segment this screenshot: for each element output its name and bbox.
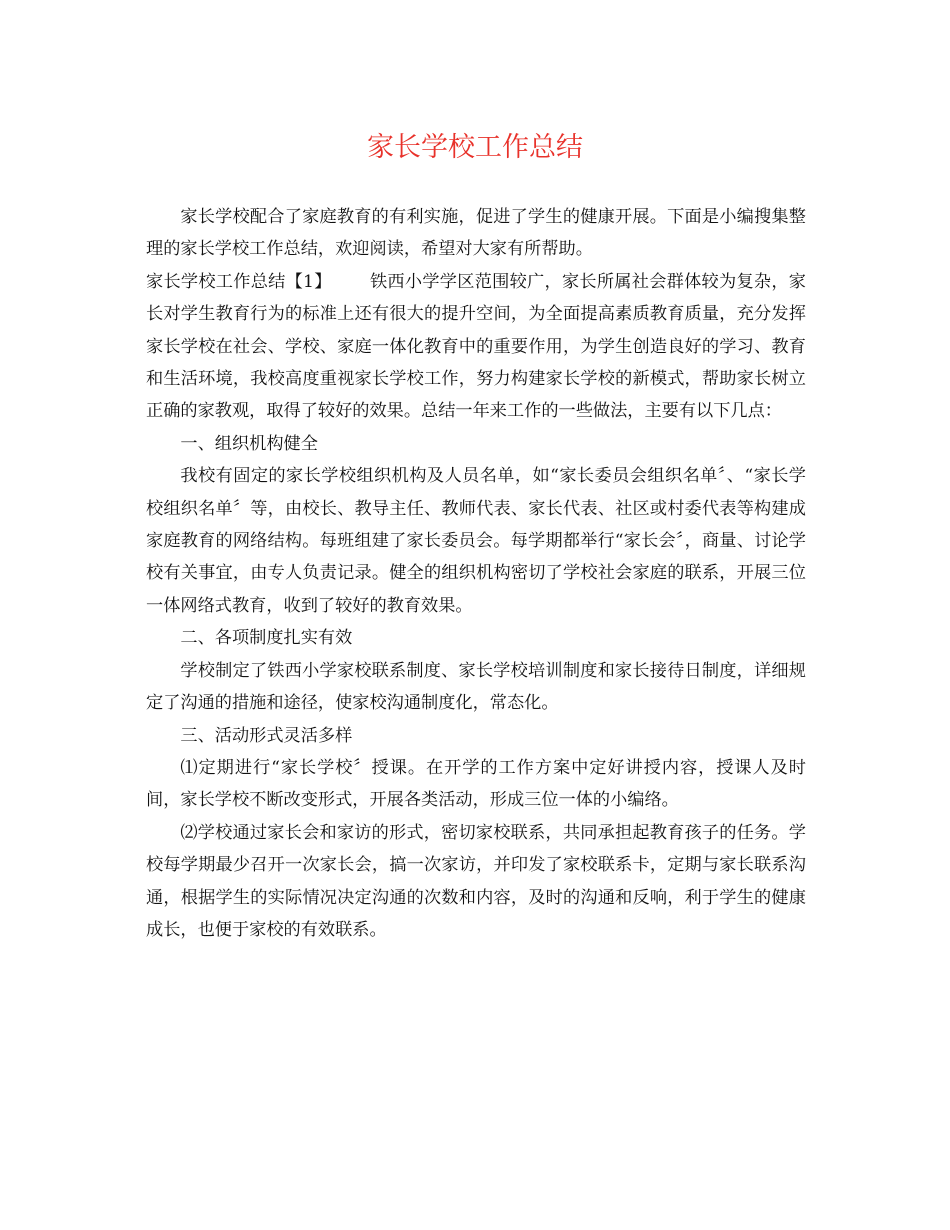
section1-paragraph	[146, 266, 806, 428]
intro-paragraph: 家长学校配合了家庭教育的有利实施，促进了学生的健康开展。下面是小编搜集整理的家长学校工作总结，欢迎阅读，希望对大家有所帮助。	[146, 207, 806, 260]
document-body	[146, 201, 806, 946]
organization-paragraph: 我校有固定的家长学校组织机构及人员名单，如“家长委员会组织名单〞、“家长学校组织名单〞等，由校长、教导主任、教师代表、家长代表、社区或村委代表等构建成家庭教育的网络结构。每班组建了家长委员会。每学期都举行“家长会〞，商量、讨论学校有关事宜，由专人负责记录。健全的组织机构密切了学校社会家庭的联系，开展三位一体网络式教育，收到了较好的教育效果。	[146, 466, 806, 616]
document-title: 家长学校工作总结	[367, 132, 583, 163]
activities-item-2: ⑵学校通过家长会和家访的形式，密切家校联系，共同承担起教育孩子的任务。学校每学期最少召开一次家长会，搞一次家访，并印发了家校联系卡，定期与家长联系沟通，根据学生的实际情况决定沟通的次数和内容，及时的沟通和反响，利于学生的健康成长，也便于家校的有效联系。	[146, 822, 806, 940]
heading-activities: 三、活动形式灵活多样	[180, 725, 353, 746]
systems-paragraph: 学校制定了铁西小学家校联系制度、家长学校培训制度和家长接待日制度，详细规定了沟通的措施和途径，使家校沟通制度化，常态化。	[146, 660, 806, 714]
section1-label: 家长学校工作总结【1】	[146, 271, 332, 292]
heading-organization: 一、组织机构健全	[180, 433, 318, 454]
heading-systems: 二、各项制度扎实有效	[180, 628, 353, 649]
section1-text: 铁西小学学区范围较广，家长所属社会群体较为复杂，家长对学生教育行为的标准上还有很大的提升空间，为全面提高素质教育质量，充分发挥家长学校在社会、学校、家庭一体化教育中的重要作用，为学生创造良好的学习、教育和生活环境，我校高度重视家长学校工作，努力构建家长学校的新模式，帮助家长树立正确的家教观，取得了较好的效果。总结一年来工作的一些做法，主要有以下几点：	[146, 271, 806, 422]
activities-item-1: ⑴定期进行“家长学校〞授课。在开学的工作方案中定好讲授内容，授课人及时间，家长学校不断改变形式，开展各类活动，形成三位一体的小编络。	[146, 757, 806, 811]
